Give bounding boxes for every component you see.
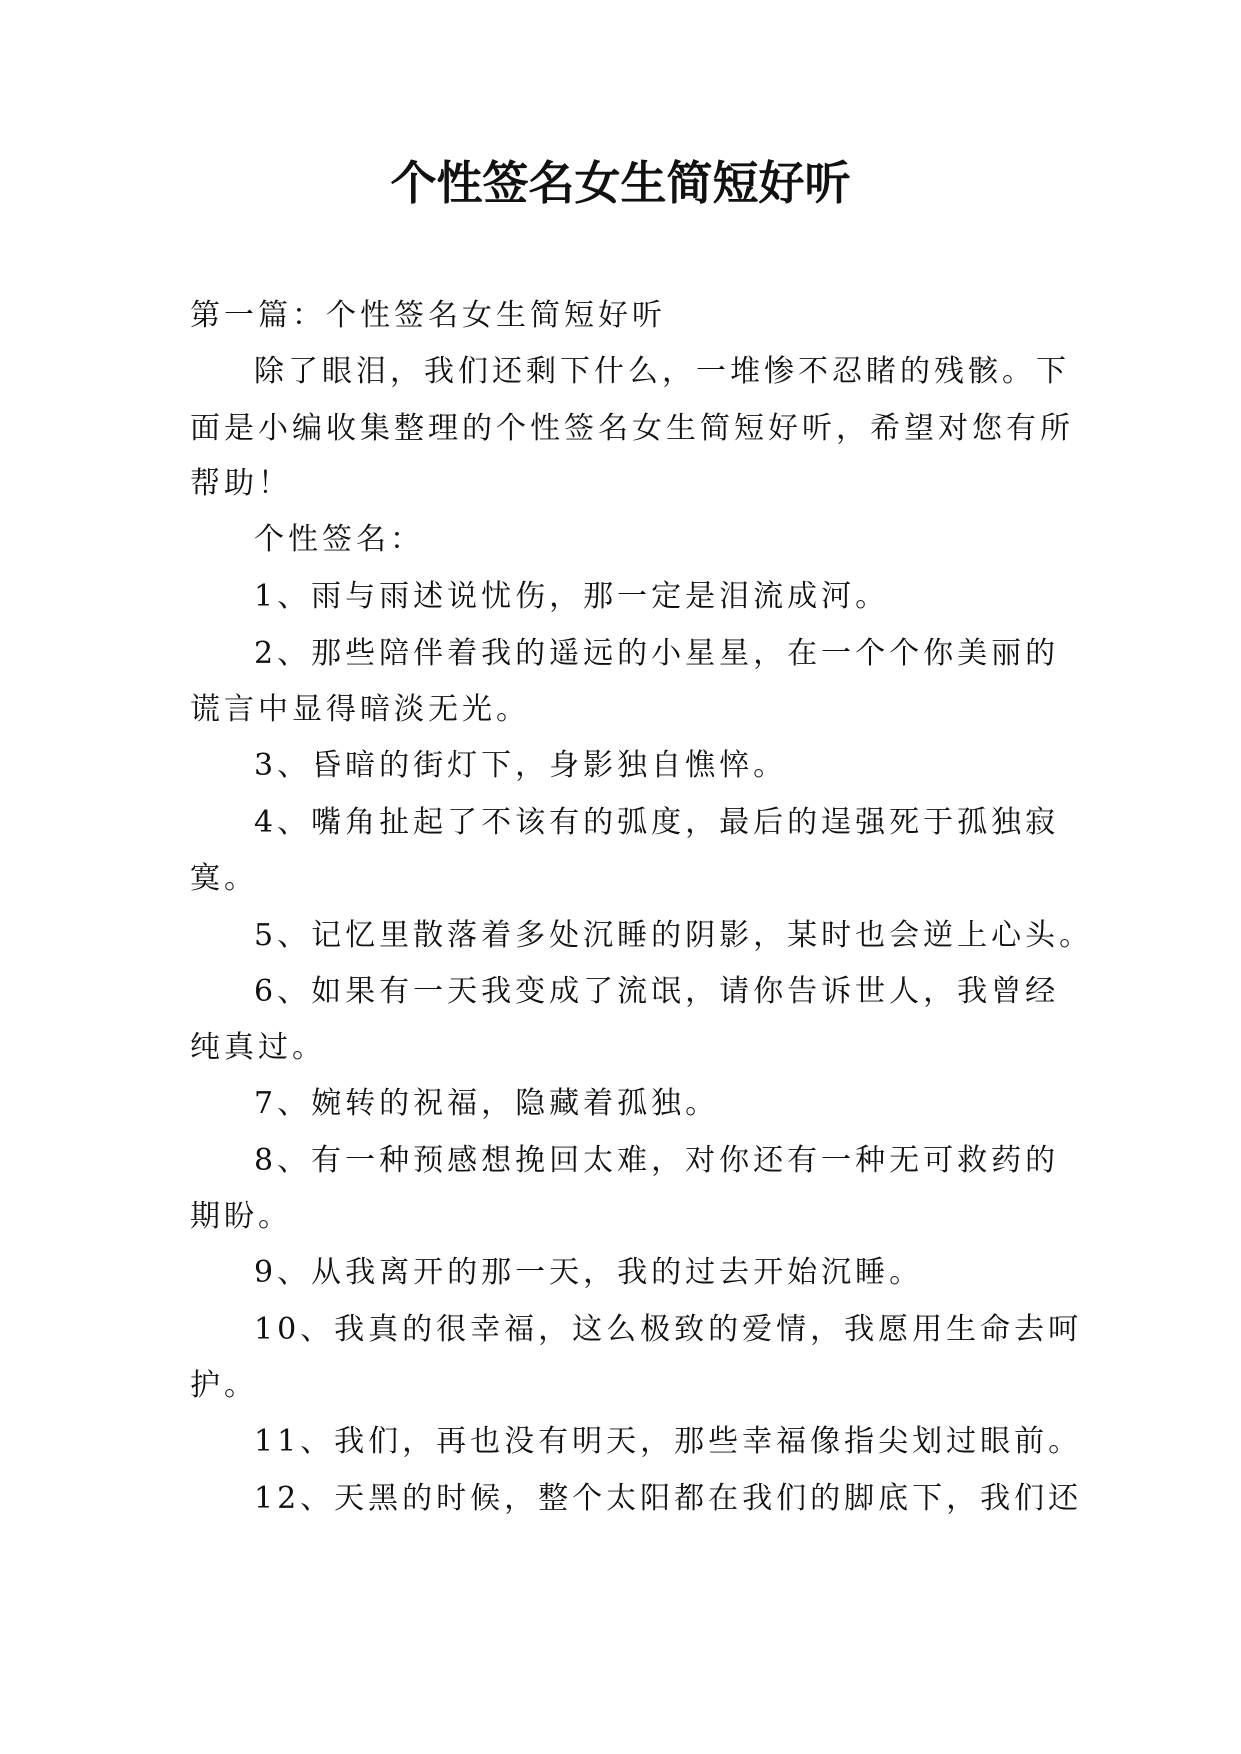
section-heading: 第一篇：个性签名女生简短好听 — [190, 298, 666, 333]
list-item-8-cont: 期盼。 — [190, 1199, 292, 1234]
list-item-11: 11、我们，再也没有明天，那些幸福像指尖划过眼前。 — [254, 1424, 1083, 1459]
list-item-5: 5、记忆里散落着多处沉睡的阴影，某时也会逆上心头。 — [254, 918, 1094, 953]
intro-line-3: 帮助！ — [190, 466, 292, 501]
list-item-12: 12、天黑的时候，整个太阳都在我们的脚底下，我们还 — [254, 1481, 1083, 1516]
list-item-8: 8、有一种预感想挽回太难，对你还有一种无可救药的 — [254, 1143, 1060, 1178]
document-title: 个性签名女生简短好听 — [390, 156, 851, 210]
list-item-1: 1、雨与雨述说忧伤，那一定是泪流成河。 — [254, 579, 890, 614]
list-item-6-cont: 纯真过。 — [190, 1030, 326, 1065]
subheading: 个性签名： — [254, 522, 424, 557]
list-item-4: 4、嘴角扯起了不该有的弧度，最后的逞强死于孤独寂 — [254, 805, 1060, 840]
list-item-2: 2、那些陪伴着我的遥远的小星星，在一个个你美丽的 — [254, 636, 1060, 671]
intro-line-1: 除了眼泪，我们还剩下什么，一堆惨不忍睹的残骸。下 — [254, 354, 1070, 389]
list-item-4-cont: 寞。 — [190, 861, 258, 896]
list-item-9: 9、从我离开的那一天，我的过去开始沉睡。 — [254, 1255, 924, 1290]
list-item-6: 6、如果有一天我变成了流氓，请你告诉世人，我曾经 — [254, 974, 1060, 1009]
list-item-10: 10、我真的很幸福，这么极致的爱情，我愿用生命去呵 — [254, 1312, 1083, 1347]
list-item-10-cont: 护。 — [190, 1368, 258, 1403]
list-item-2-cont: 谎言中显得暗淡无光。 — [190, 692, 530, 727]
list-item-3: 3、昏暗的街灯下，身影独自憔悴。 — [254, 748, 788, 783]
intro-line-2: 面是小编收集整理的个性签名女生简短好听，希望对您有所 — [190, 411, 1074, 446]
list-item-7: 7、婉转的祝福，隐藏着孤独。 — [254, 1086, 720, 1121]
